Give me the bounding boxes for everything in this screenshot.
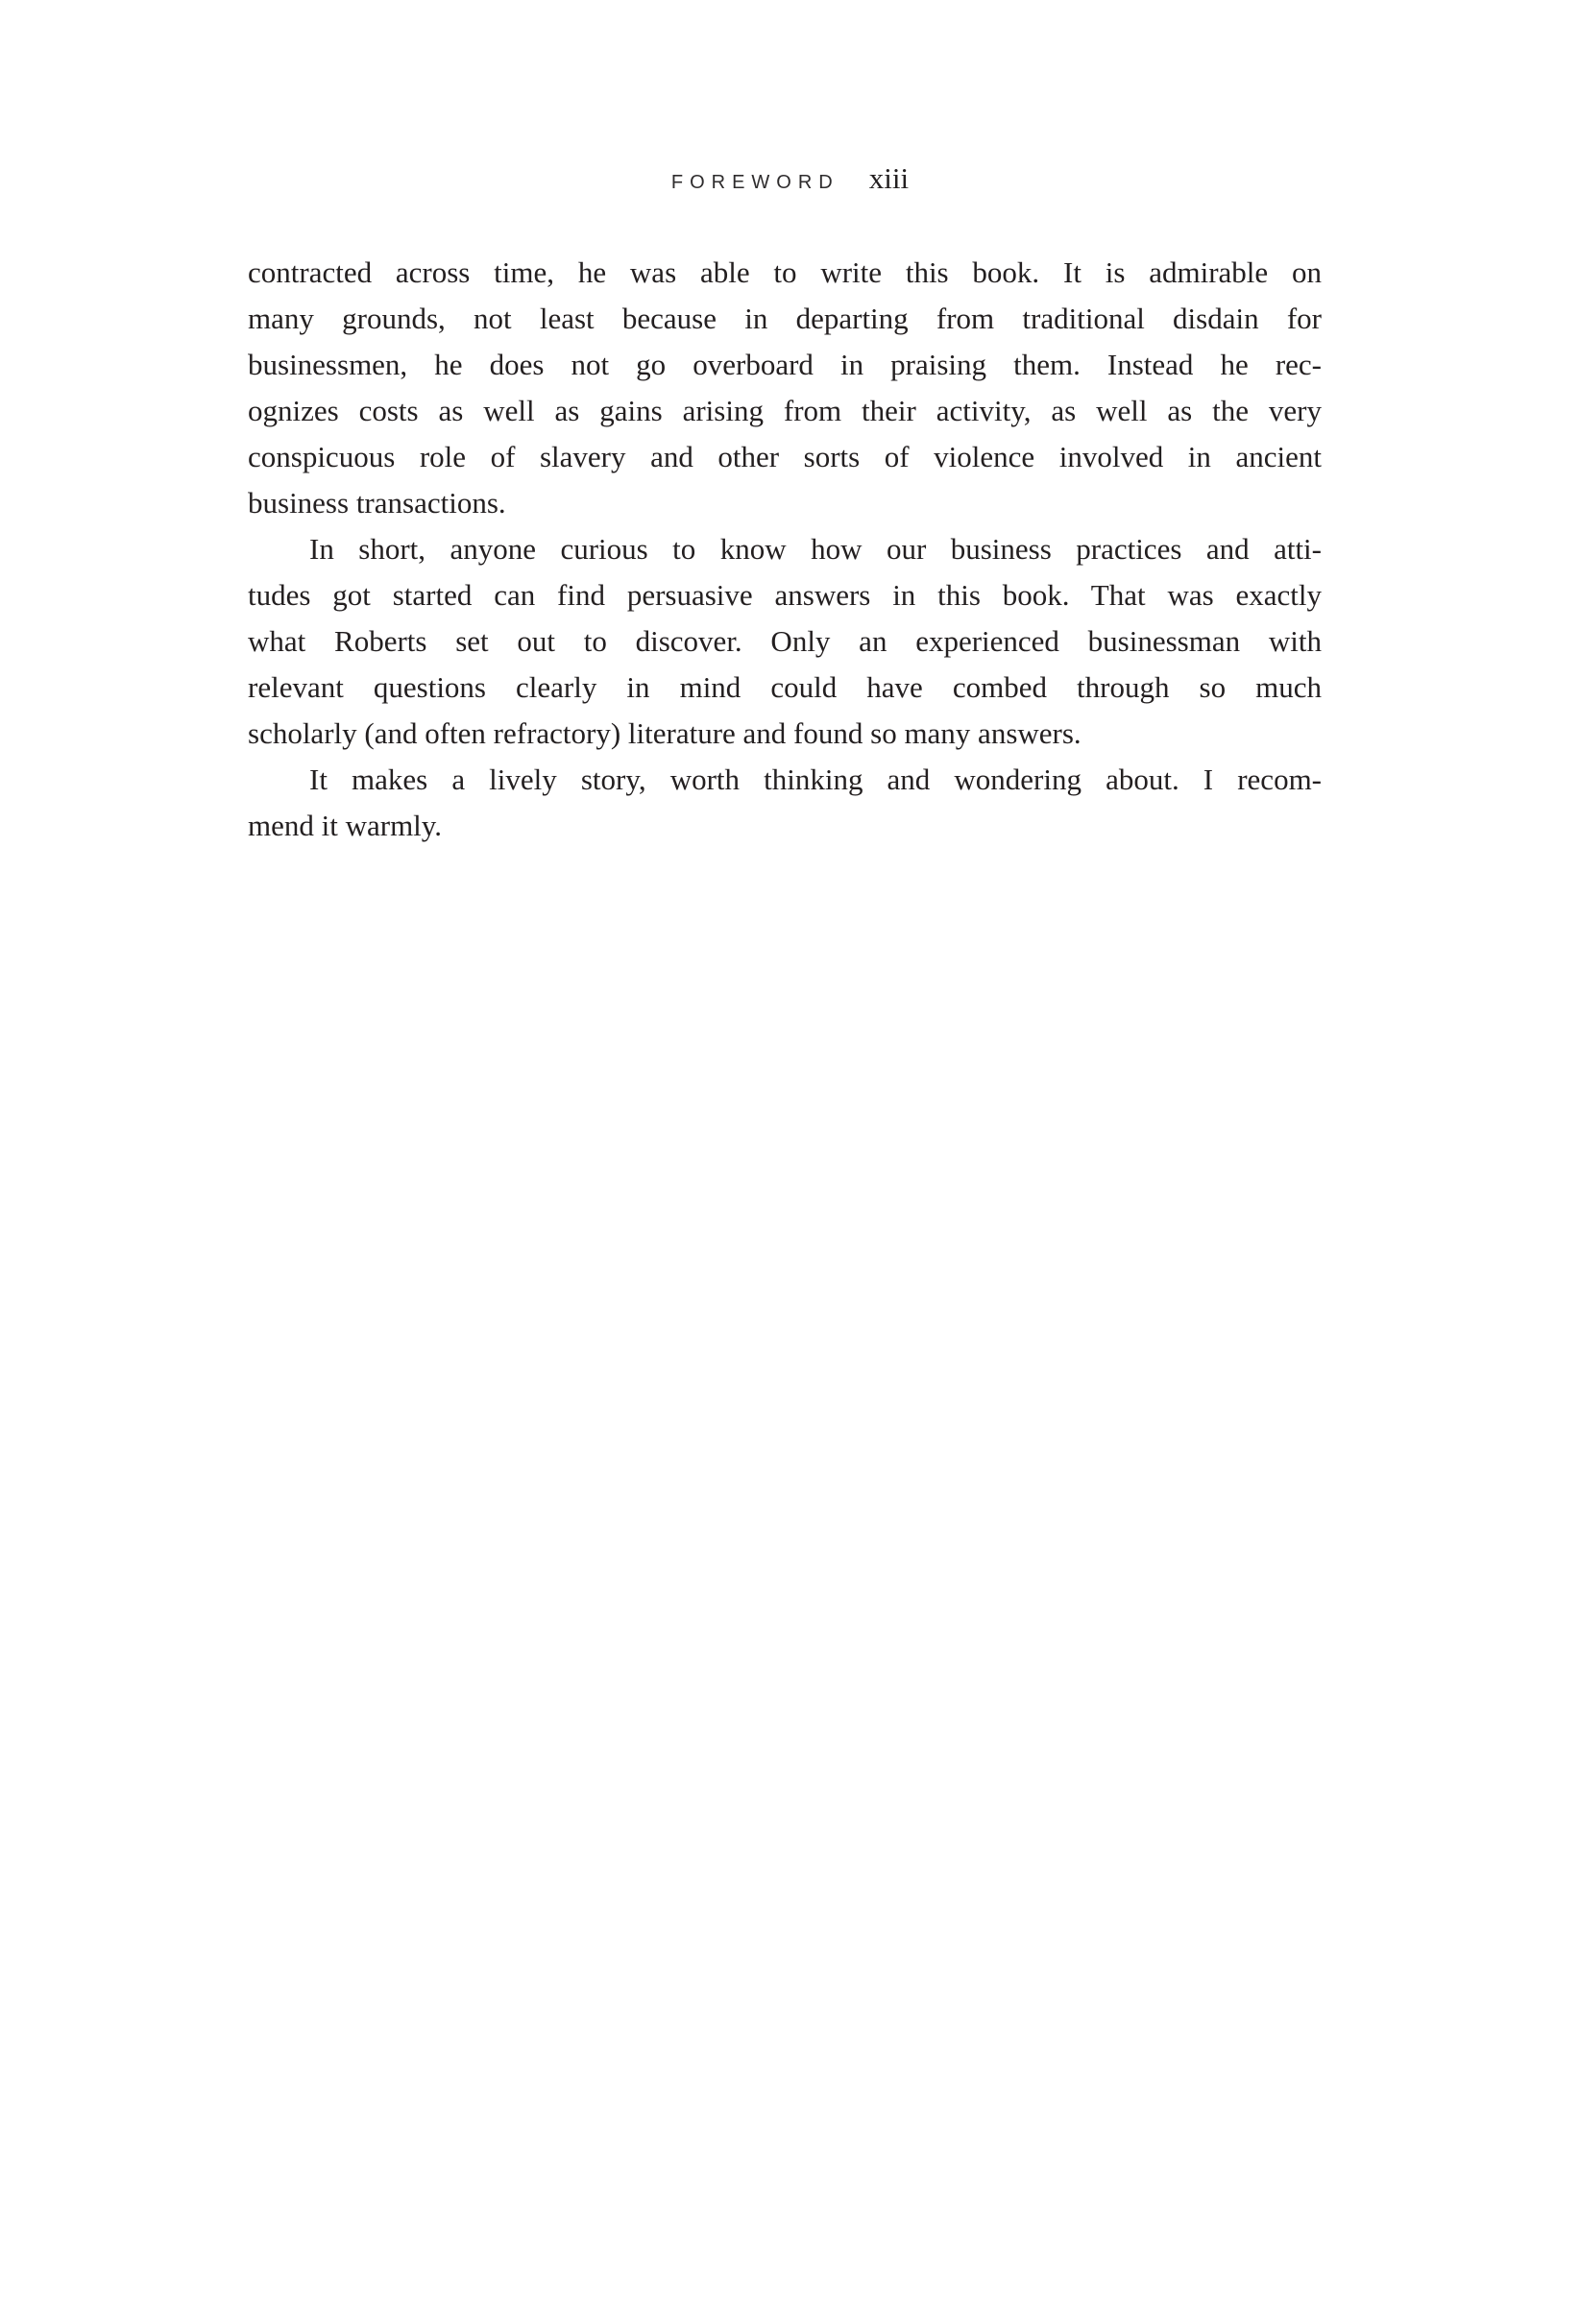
text-line: contracted across time, he was able to write this book. It is admirable on	[248, 255, 1322, 289]
text-line: It makes a lively story, worth thinking and wondering about. I recom-	[309, 763, 1322, 796]
text-line: In short, anyone curious to know how our business practices and atti-	[309, 532, 1322, 566]
text-line: conspicuous role of slavery and other sorts of violence involved in ancient	[248, 440, 1322, 473]
section-label: FOREWORD	[670, 172, 839, 193]
text-line: tudes got started can find persuasive answers in this book. That was exactly	[248, 578, 1322, 612]
paragraph	[248, 250, 1322, 526]
text-line: what Roberts set out to discover. Only an experienced businessman with	[248, 624, 1322, 658]
text-line: mend it warmly.	[248, 809, 443, 842]
page-number: xiii	[868, 161, 910, 195]
paragraph	[248, 526, 1322, 757]
foreword-text	[248, 250, 1322, 849]
running-header	[0, 161, 1580, 196]
text-line: many grounds, not least because in departing from traditional disdain for	[248, 302, 1322, 335]
text-line: businessmen, he does not go overboard in praising them. Instead he rec-	[248, 348, 1322, 381]
text-line: relevant questions clearly in mind could have combed through so much	[248, 670, 1322, 704]
text-line: ognizes costs as well as gains arising from their activity, as well as the very	[248, 394, 1322, 427]
text-line: scholarly (and often refractory) literature and found so many answers.	[248, 716, 1082, 750]
text-line: business transactions.	[248, 486, 506, 520]
paragraph	[248, 757, 1322, 849]
